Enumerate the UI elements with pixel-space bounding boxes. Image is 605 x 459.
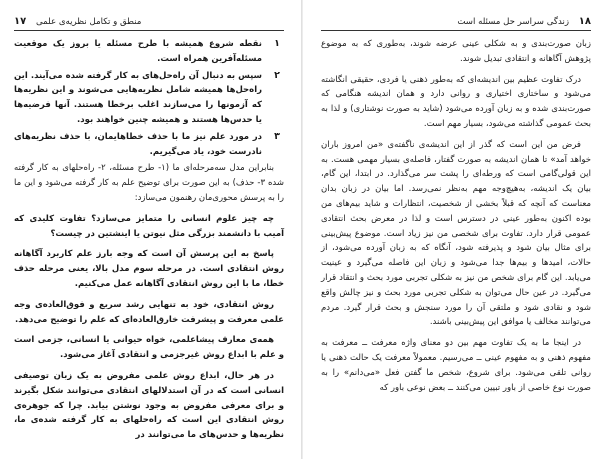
item-marker: ۲ — [274, 69, 280, 81]
numbered-item — [14, 37, 284, 67]
item-text: در مورد علم نیز ما با حذف خطاهایمان، با حذف نظریه‌های نادرست خود، یاد می‌گیریم. — [14, 131, 262, 157]
paragraph: بنابراین مدل سه‌مرحله‌ای ما (۱- طرح مسئله، ۲- راه‌حلهای به کار گرفته شده ۳- حذف) به این صورت برای توضیح علم به کار گرفته می‌شود و این ما را به پرسش محوری‌مان رهنمون می‌سازد: — [14, 163, 284, 203]
paragraph: زبان صورت‌بندی و به شکلی عینی عرضه شوند، به‌طوری که به موضوع پژوهش آگاهانه و انتقادی تبدیل شوند. — [321, 39, 591, 64]
item-marker: ۳ — [274, 130, 280, 142]
running-title: زندگی سراسر حل مسئله است — [457, 17, 569, 27]
numbered-item — [14, 130, 284, 160]
item-text: نقطه شروع همیشه با طرح مسئله یا بروز یک موقعیت مسئله‌آفرین همراه است. — [14, 39, 262, 64]
numbered-item — [14, 69, 284, 128]
paragraph: روش انتقادی، خود به تنهایی رشد سریع و فوق‌العاده‌ی وجه علمی معرفت و پیشرفت خارق‌العاده‌ای که علم را توضیح می‌دهد. — [14, 299, 284, 325]
item-marker: ۱ — [274, 38, 280, 49]
item-text: سپس به دنبال آن راه‌حل‌های به کار گرفته شده می‌آیند. این راه‌حل‌ها همیشه شامل نظریه‌هایی می‌شوند و این نظریه‌ها که آزمونها را می‌سازند اغلب برخطا هستند. آنها فرضیه‌ها یا حدس‌ها هستند و همیشه چنین خواهند بود. — [14, 70, 262, 125]
page-number: ۱۷ — [14, 16, 27, 27]
paragraph: در هر حال، ابداع روش علمی مفروض به یک زبان توصیفی انسانی است که در آن استدلالهای انتقادی می‌توانند شکل بگیرند و برای معرفی مفروض به وجود نوشتن بیابد. چرا که جوهره‌ی روش انتقادی این است که راه‌حلهای به کار گرفته شده‌ی ما، نظریه‌ها و حدس‌های ما می‌توانند در — [14, 370, 284, 441]
paragraph: چه چیز علوم انسانی را متمایز می‌سازد؟ تفاوت کلیدی که آمیب با دانشمند بزرگی مثل نیوتن یا اینشتین در چیست؟ — [14, 213, 284, 239]
paragraph: فرض من این است که گذر از این اندیشه‌ی ناگفته‌ی «من امروز باران خواهد آمد» تا همان اندیشه به صورت گفتار، فاصله‌ی بسیار مهمی هست. به این قولی‌گامی است که ورطه‌ای را پشت سر می‌گذارد. در ابتدا، این گام، بیان یک اندیشه، به‌هیچ‌وجه مهم به‌نظر نمی‌رسد. اما بیان در زبان بدان معناست که آنچه که قبلاً بخشی از شخصیت، انتظارات و شاید بیم‌های من بوده اکنون به‌طور عینی در دسترس است و لذا در معرض بحث انتقادی عمومی قرار دارد. تفاوت برای شخصی من نیز زیاد است. موضوع پیش‌بینی برای مثال بیان شود و پذیرفته شود، آنگاه که به زبان آورده می‌شود، از حالات، امیدها و بیم‌ها جدا می‌شود و زبان این فاصله می‌گیرد و عینیت می‌یابد. این گام برای شخص من نیز به شکلی تجربی مورد بحث و انتقاد قرار می‌گیرد. در عین حال می‌توان به شکلی تجربی مورد بحث و نیز چالش واقع شود و نقادی شود و ملتقی آن را مورد سنجش و بحث قرار گیرد. مردم می‌توانند مخالف یا موافق این پیش‌بینی باشند. — [321, 139, 591, 328]
page-number: ۱۸ — [578, 16, 591, 27]
left-page-header — [14, 16, 284, 31]
right-page-header — [321, 16, 591, 31]
left-page — [0, 0, 302, 459]
paragraph: همه‌ی معارف پیشاعلمی، خواه حیوانی یا انسانی، جزمی است و علم با ابداع روش غیرجزمی و انتقادی آغاز می‌شود. — [14, 335, 284, 361]
paragraph: درک تفاوت عظیم بین اندیشه‌ای که به‌طور ذهنی یا فردی، حقیقی انگاشته می‌شود و ساختاری اختیاری و روانی دارد و همان اندیشه هنگامی که صورت‌بندی شده و به زبان آورده می‌شود (شاید به صورت نوشتاری) و لذا به بحث عمومی گذاشته می‌شود، بسیار مهم است. — [321, 74, 591, 129]
running-title: منطق و تکامل نظریه‌ی علمی — [36, 17, 142, 27]
paragraph: در اینجا ما به یک تفاوت مهم بین دو معنای واژه معرفت ــ معرفت به مفهوم ذهنی و به مفهوم عینی ــ می‌رسیم. معمولاً معرفت یک حالت ذهنی یا روانی تلقی می‌شود. برای شروع، شخص ما گفتن فعل «می‌دانم» را به صورت نوع خاصی از باور تبیین می‌کنند ــ بعض نوعی باور که — [321, 338, 591, 393]
right-page — [303, 0, 605, 459]
paragraph: پاسخ به این پرسش آن است که وجه بارز علم کاربرد آگاهانه روش انتقادی است. در مرحله سوم مدل بالا، یعنی مرحله حذف خطا، ما با این روش انتقادی آگاهانه عمل می‌کنیم. — [14, 249, 284, 289]
